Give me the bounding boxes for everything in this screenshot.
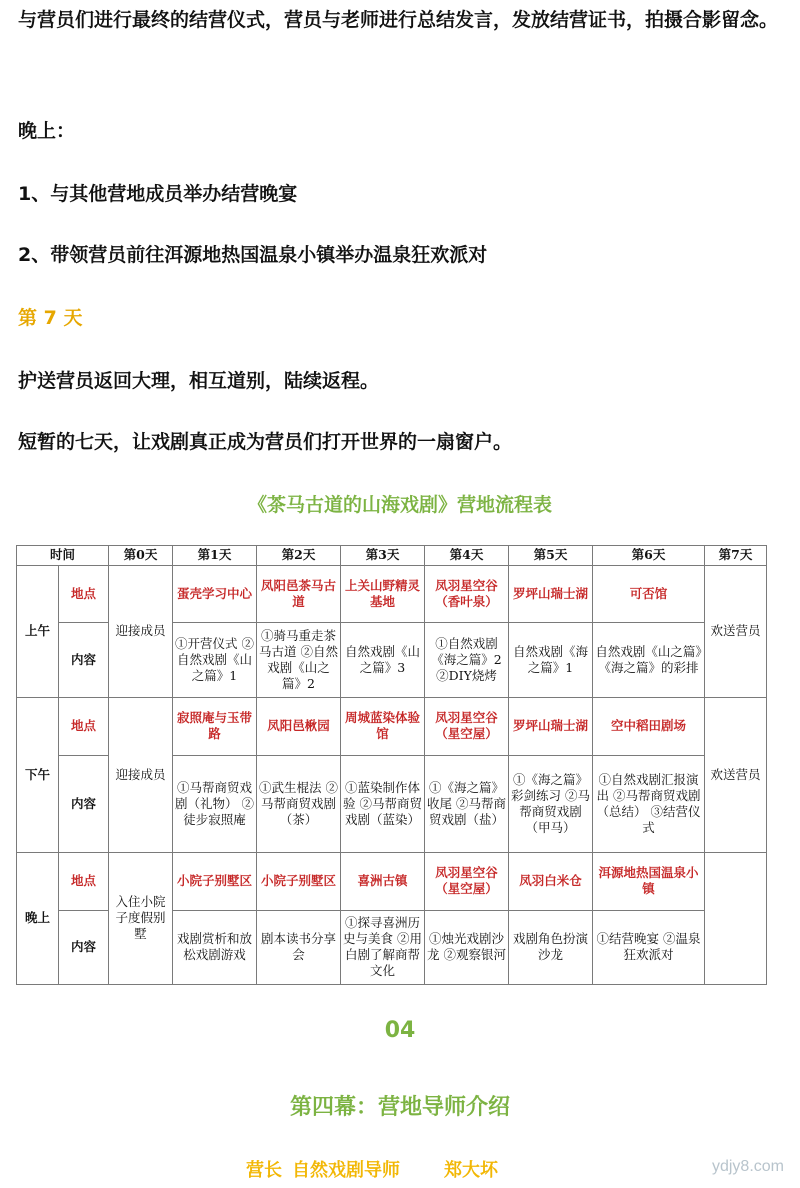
evening-heading: 晚上： (18, 120, 76, 142)
content-cell: ①自然戏剧《海之篇》2 ②DIY烧烤 (425, 623, 509, 697)
paragraph-return: 护送营员返回大理，相互道别，陆续返程。 (18, 370, 380, 392)
content-cell: ①开营仪式 ②自然戏剧《山之篇》1 (173, 623, 257, 697)
period-morning: 上午 (17, 565, 59, 697)
evening-item-1: 1、与其他营地成员举办结营晚宴 (18, 183, 298, 205)
header-day5: 第5天 (509, 546, 593, 566)
table-header-row (17, 546, 767, 566)
paragraph-summary: 短暂的七天，让戏剧真正成为营员们打开世界的一扇窗户。 (18, 431, 513, 453)
header-day3: 第3天 (341, 546, 425, 566)
day7-morning: 欢送营员 (705, 565, 767, 697)
location-cell: 凤羽白米仓 (509, 852, 593, 910)
table-row (17, 697, 767, 755)
location-cell: 罗坪山瑞士湖 (509, 565, 593, 623)
location-cell: 小院子别墅区 (173, 852, 257, 910)
row-label-location: 地点 (59, 697, 109, 755)
location-cell: 小院子别墅区 (257, 852, 341, 910)
location-cell: 可否馆 (593, 565, 705, 623)
content-cell: ①武生棍法 ②马帮商贸戏剧（茶） (257, 755, 341, 852)
content-cell: 戏剧角色扮演沙龙 (509, 910, 593, 984)
location-cell: 凤羽星空谷（星空屋） (425, 697, 509, 755)
schedule-table (16, 545, 767, 985)
section-number: 04 (384, 1018, 416, 1043)
location-cell: 蛋壳学习中心 (173, 565, 257, 623)
location-cell: 罗坪山瑞士湖 (509, 697, 593, 755)
day7-heading: 第 7 天 (18, 307, 83, 329)
content-cell: ①马帮商贸戏剧（礼物） ②徒步寂照庵 (173, 755, 257, 852)
content-cell: ①结营晚宴 ②温泉狂欢派对 (593, 910, 705, 984)
paragraph-closing-ceremony: 与营员们进行最终的结营仪式，营员与老师进行总结发言，发放结营证书，拍摄合影留念。 (18, 9, 779, 31)
day0-evening: 入住小院子度假别墅 (109, 852, 173, 984)
row-label-content: 内容 (59, 755, 109, 852)
row-label-content: 内容 (59, 910, 109, 984)
table-row (17, 565, 767, 623)
mentor-role-camp-leader: 营长 (246, 1160, 282, 1181)
row-label-location: 地点 (59, 852, 109, 910)
site-watermark: ydjy8.com (711, 1158, 784, 1175)
row-label-location: 地点 (59, 565, 109, 623)
day0-morning: 迎接成员 (109, 565, 173, 697)
content-cell: ①骑马重走茶马古道 ②自然戏剧《山之篇》2 (257, 623, 341, 697)
header-day2: 第2天 (257, 546, 341, 566)
location-cell: 空中稻田剧场 (593, 697, 705, 755)
header-day7: 第7天 (705, 546, 767, 566)
table-caption: 《茶马古道的山海戏剧》营地流程表 (247, 494, 552, 516)
content-cell: 自然戏剧《山之篇》《海之篇》的彩排 (593, 623, 705, 697)
location-cell: 周城蓝染体验馆 (341, 697, 425, 755)
content-cell: ①蓝染制作体验 ②马帮商贸戏剧（蓝染） (341, 755, 425, 852)
header-day6: 第6天 (593, 546, 705, 566)
location-cell: 凤阳邑茶马古道 (257, 565, 341, 623)
section-title: 第四幕：营地导师介绍 (289, 1095, 510, 1120)
content-cell: ①探寻喜洲历史与美食 ②用白剧了解商帮文化 (341, 910, 425, 984)
location-cell: 寂照庵与玉带路 (173, 697, 257, 755)
period-evening: 晚上 (17, 852, 59, 984)
header-day0: 第0天 (109, 546, 173, 566)
content-cell: ①烛光戏剧沙龙 ②观察银河 (425, 910, 509, 984)
header-time: 时间 (17, 546, 109, 566)
row-label-content: 内容 (59, 623, 109, 697)
content-cell: ①《海之篇》收尾 ②马帮商贸戏剧（盐） (425, 755, 509, 852)
content-cell: ①自然戏剧汇报演出 ②马帮商贸戏剧（总结） ③结营仪式 (593, 755, 705, 852)
content-cell: ①《海之篇》彩剑练习 ②马帮商贸戏剧（甲马） (509, 755, 593, 852)
location-cell: 凤阳邑楸园 (257, 697, 341, 755)
mentor-name: 郑大坏 (444, 1160, 498, 1181)
day0-afternoon: 迎接成员 (109, 697, 173, 852)
location-cell: 喜洲古镇 (341, 852, 425, 910)
table-row (17, 852, 767, 910)
content-cell: 戏剧赏析和放松戏剧游戏 (173, 910, 257, 984)
location-cell: 洱源地热国温泉小镇 (593, 852, 705, 910)
period-afternoon: 下午 (17, 697, 59, 852)
evening-item-2: 2、带领营员前往洱源地热国温泉小镇举办温泉狂欢派对 (18, 244, 488, 266)
mentor-line (246, 1156, 508, 1182)
day7-afternoon: 欢送营员 (705, 697, 767, 852)
content-cell: 剧本读书分享会 (257, 910, 341, 984)
header-day4: 第4天 (425, 546, 509, 566)
location-cell: 凤羽星空谷（星空屋） (425, 852, 509, 910)
content-cell: 自然戏剧《海之篇》1 (509, 623, 593, 697)
header-day1: 第1天 (173, 546, 257, 566)
mentor-role-drama-tutor: 自然戏剧导师 (292, 1160, 400, 1181)
content-cell: 自然戏剧《山之篇》3 (341, 623, 425, 697)
location-cell: 上关山野精灵基地 (341, 565, 425, 623)
day7-evening (705, 852, 767, 984)
location-cell: 凤羽星空谷（香叶泉） (425, 565, 509, 623)
